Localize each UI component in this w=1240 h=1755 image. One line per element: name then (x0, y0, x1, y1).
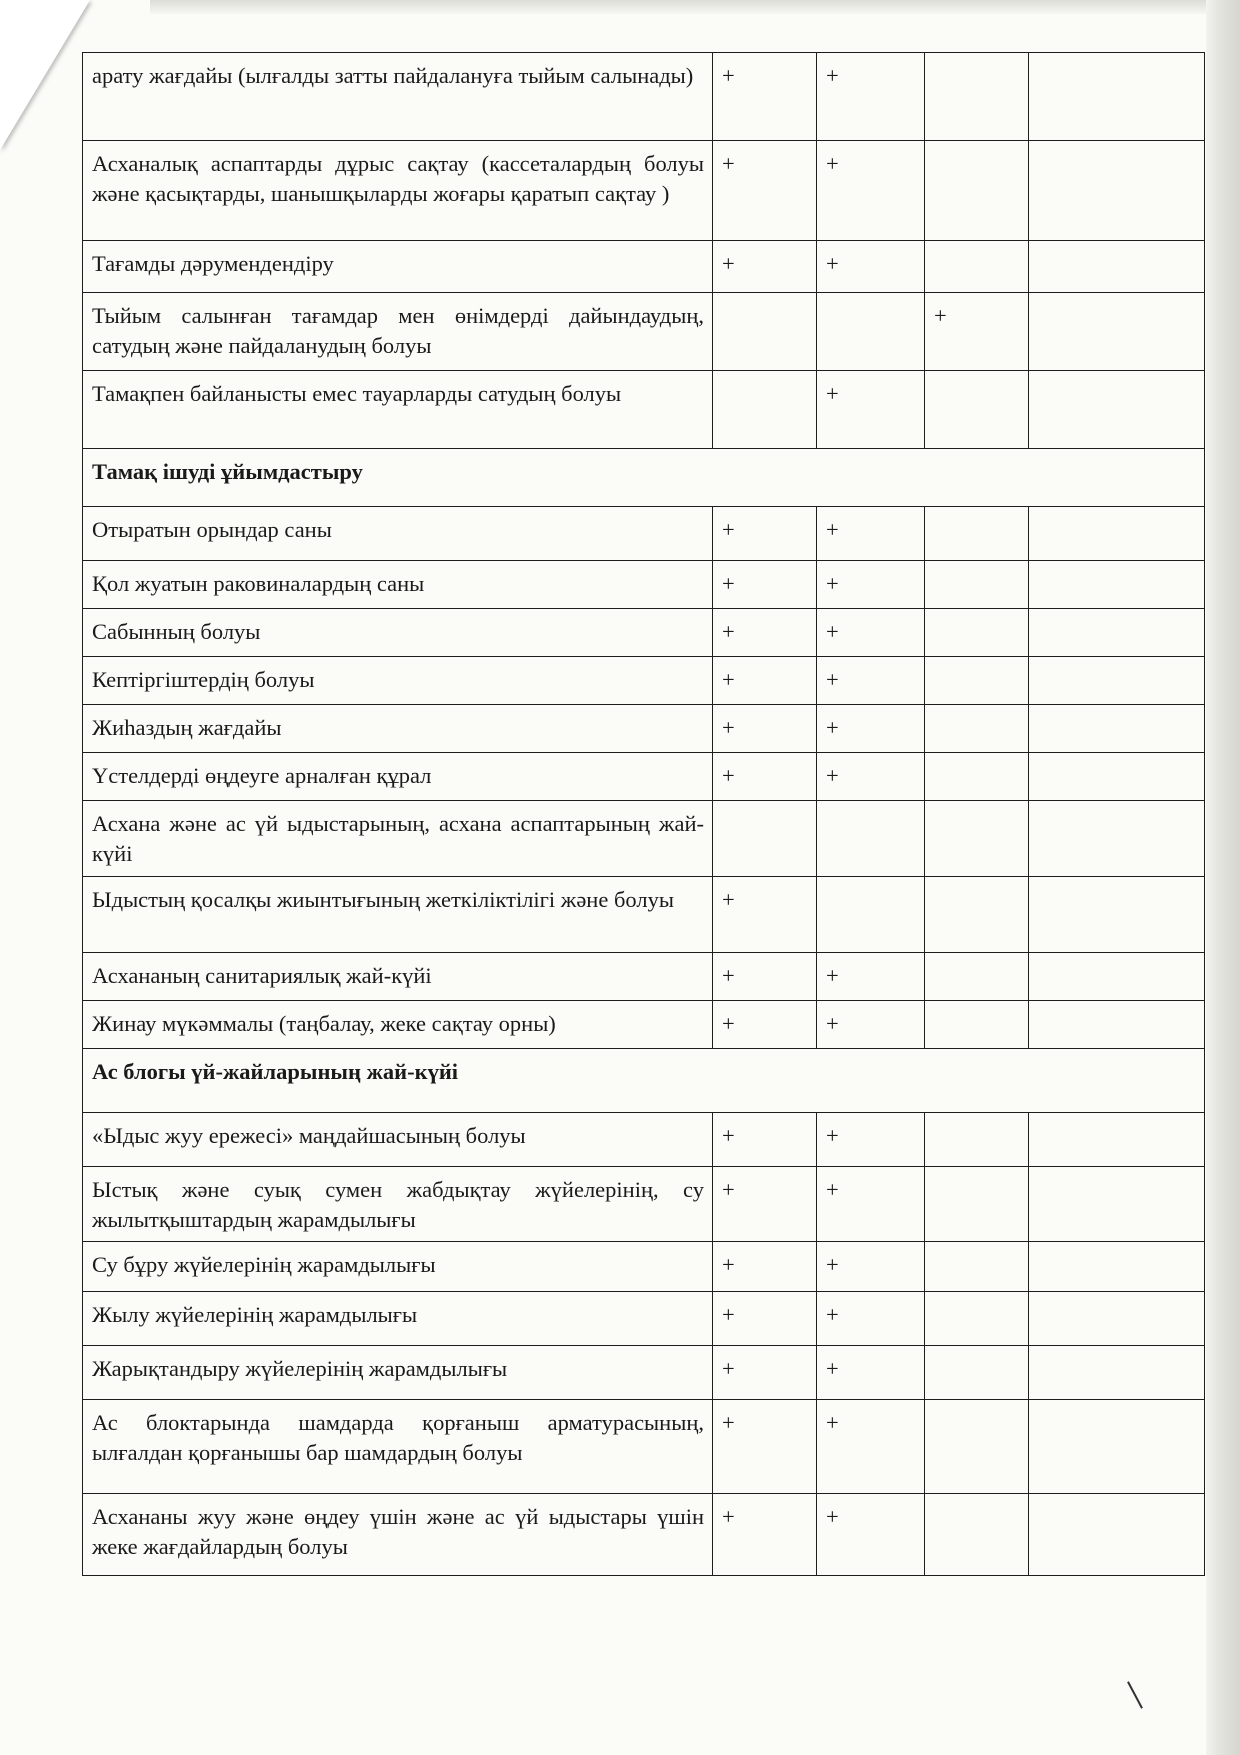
checklist-table (82, 52, 1205, 1576)
table-row (83, 609, 1205, 657)
plus-mark: + (826, 1356, 839, 1381)
row-label: Тамақпен байланысты емес тауарларды сатудың болуы (83, 371, 713, 449)
table-row (83, 241, 1205, 293)
table-row (83, 705, 1205, 753)
row-label: Су бұру жүйелерінің жарамдылығы (83, 1242, 713, 1292)
plus-mark: + (826, 517, 839, 542)
mark-cell-col1 (713, 53, 817, 141)
row-label: Асхана және ас үй ыдыстарының, асхана аспаптарының жай-күйі (83, 801, 713, 877)
mark-cell-col1 (713, 141, 817, 241)
mark-cell-col4 (1029, 705, 1205, 753)
page-top-edge (150, 0, 1210, 14)
mark-cell-col1 (713, 1494, 817, 1576)
plus-mark: + (722, 1177, 735, 1202)
plus-mark: + (722, 887, 735, 912)
plus-mark: + (826, 1177, 839, 1202)
plus-mark: + (722, 1302, 735, 1327)
mark-cell-col4 (1029, 1292, 1205, 1346)
plus-mark: + (826, 619, 839, 644)
mark-cell-col4 (1029, 1167, 1205, 1242)
row-label: Сабынның болуы (83, 609, 713, 657)
plus-mark: + (722, 151, 735, 176)
mark-cell-col1 (713, 371, 817, 449)
mark-cell-col4 (1029, 609, 1205, 657)
mark-cell-col1 (713, 507, 817, 561)
plus-mark: + (826, 667, 839, 692)
mark-cell-col4 (1029, 241, 1205, 293)
table-row (83, 953, 1205, 1001)
plus-mark: + (722, 1410, 735, 1435)
mark-cell-col1 (713, 561, 817, 609)
section-title: Тамақ ішуді ұйымдастыру (83, 449, 1205, 507)
row-label: Ас блоктарында шамдарда қорғаныш арматурасының, ылғалдан қорғанышы бар шамдардың болуы (83, 1400, 713, 1494)
mark-cell-col2 (817, 801, 925, 877)
mark-cell-col2 (817, 657, 925, 705)
table-row (83, 1346, 1205, 1400)
plus-mark: + (826, 1504, 839, 1529)
mark-cell-col1 (713, 1346, 817, 1400)
plus-mark: + (826, 1302, 839, 1327)
mark-cell-col2 (817, 507, 925, 561)
row-label: Ыстық және суық сумен жабдықтау жүйелерінің, су жылытқыштардың жарамдылығы (83, 1167, 713, 1242)
table-row (83, 53, 1205, 141)
mark-cell-col4 (1029, 1400, 1205, 1494)
mark-cell-col3 (925, 1167, 1029, 1242)
mark-cell-col3 (925, 1494, 1029, 1576)
mark-cell-col2 (817, 141, 925, 241)
mark-cell-col4 (1029, 801, 1205, 877)
plus-mark: + (826, 1011, 839, 1036)
table-row (83, 1167, 1205, 1242)
mark-cell-col1 (713, 877, 817, 953)
table-row (83, 1292, 1205, 1346)
table-row (83, 293, 1205, 371)
mark-cell-col2 (817, 877, 925, 953)
mark-cell-col3 (925, 1113, 1029, 1167)
plus-mark: + (826, 381, 839, 406)
mark-cell-col3 (925, 561, 1029, 609)
row-label: «Ыдыс жуу ережесі» маңдайшасының болуы (83, 1113, 713, 1167)
mark-cell-col2 (817, 1346, 925, 1400)
folded-page-corner (0, 0, 90, 150)
mark-cell-col2 (817, 1242, 925, 1292)
mark-cell-col4 (1029, 657, 1205, 705)
row-label: арату жағдайы (ылғалды затты пайдалануға тыйым салынады) (83, 53, 713, 141)
row-label: Тағамды дәрумендендіру (83, 241, 713, 293)
mark-cell-col3 (925, 1242, 1029, 1292)
mark-cell-col3 (925, 1346, 1029, 1400)
table-row (83, 877, 1205, 953)
section-row (83, 1049, 1205, 1113)
plus-mark: + (826, 571, 839, 596)
mark-cell-col3 (925, 877, 1029, 953)
row-label: Жарықтандыру жүйелерінің жарамдылығы (83, 1346, 713, 1400)
plus-mark: + (722, 963, 735, 988)
mark-cell-col3 (925, 293, 1029, 371)
plus-mark: + (826, 763, 839, 788)
table-row (83, 1400, 1205, 1494)
plus-mark: + (826, 963, 839, 988)
plus-mark: + (722, 763, 735, 788)
plus-mark: + (826, 1252, 839, 1277)
table-row (83, 801, 1205, 877)
mark-cell-col3 (925, 657, 1029, 705)
plus-mark: + (722, 715, 735, 740)
plus-mark: + (722, 667, 735, 692)
plus-mark: + (722, 517, 735, 542)
mark-cell-col4 (1029, 371, 1205, 449)
mark-cell-col3 (925, 1400, 1029, 1494)
row-label: Үстелдерді өңдеуге арналған құрал (83, 753, 713, 801)
table-row (83, 371, 1205, 449)
mark-cell-col2 (817, 705, 925, 753)
mark-cell-col2 (817, 53, 925, 141)
plus-mark: + (826, 1123, 839, 1148)
mark-cell-col3 (925, 141, 1029, 241)
mark-cell-col4 (1029, 1001, 1205, 1049)
table-row (83, 1242, 1205, 1292)
mark-cell-col4 (1029, 1242, 1205, 1292)
table-row (83, 753, 1205, 801)
row-label: Кептіргіштердің болуы (83, 657, 713, 705)
checklist-body (83, 53, 1205, 1576)
plus-mark: + (722, 1356, 735, 1381)
mark-cell-col4 (1029, 877, 1205, 953)
mark-cell-col3 (925, 801, 1029, 877)
mark-cell-col3 (925, 371, 1029, 449)
mark-cell-col2 (817, 753, 925, 801)
mark-cell-col1 (713, 293, 817, 371)
plus-mark: + (722, 619, 735, 644)
mark-cell-col1 (713, 1292, 817, 1346)
mark-cell-col1 (713, 609, 817, 657)
mark-cell-col2 (817, 241, 925, 293)
mark-cell-col3 (925, 609, 1029, 657)
plus-mark: + (826, 715, 839, 740)
plus-mark: + (722, 63, 735, 88)
mark-cell-col3 (925, 1001, 1029, 1049)
mark-cell-col2 (817, 371, 925, 449)
mark-cell-col2 (817, 609, 925, 657)
mark-cell-col1 (713, 1400, 817, 1494)
table-row (83, 1494, 1205, 1576)
mark-cell-col4 (1029, 141, 1205, 241)
mark-cell-col3 (925, 53, 1029, 141)
plus-mark: + (722, 1504, 735, 1529)
mark-cell-col3 (925, 953, 1029, 1001)
plus-mark: + (722, 1252, 735, 1277)
mark-cell-col1 (713, 953, 817, 1001)
section-row (83, 449, 1205, 507)
section-title: Ас блогы үй-жайларының жай-күйі (83, 1049, 1205, 1113)
mark-cell-col4 (1029, 293, 1205, 371)
row-label: Жиһаздың жағдайы (83, 705, 713, 753)
table-row (83, 507, 1205, 561)
plus-mark: + (826, 1410, 839, 1435)
page-right-edge (1206, 0, 1240, 1755)
mark-cell-col3 (925, 507, 1029, 561)
mark-cell-col2 (817, 1001, 925, 1049)
mark-cell-col1 (713, 1167, 817, 1242)
mark-cell-col3 (925, 705, 1029, 753)
mark-cell-col2 (817, 561, 925, 609)
mark-cell-col4 (1029, 953, 1205, 1001)
mark-cell-col4 (1029, 507, 1205, 561)
row-label: Асханалық аспаптарды дұрыс сақтау (кассеталардың болуы және қасықтарды, шанышқыларды жоғары қаратып сақтау ) (83, 141, 713, 241)
mark-cell-col2 (817, 293, 925, 371)
plus-mark: + (722, 571, 735, 596)
mark-cell-col4 (1029, 561, 1205, 609)
mark-cell-col4 (1029, 1494, 1205, 1576)
mark-cell-col2 (817, 1494, 925, 1576)
plus-mark: + (722, 1123, 735, 1148)
plus-mark: + (826, 63, 839, 88)
mark-cell-col3 (925, 753, 1029, 801)
plus-mark: + (934, 303, 947, 328)
table-row (83, 141, 1205, 241)
mark-cell-col1 (713, 705, 817, 753)
mark-cell-col1 (713, 241, 817, 293)
row-label: Асхананы жуу және өңдеу үшін және ас үй ыдыстары үшін жеке жағдайлардың болуы (83, 1494, 713, 1576)
mark-cell-col2 (817, 1400, 925, 1494)
mark-cell-col1 (713, 1113, 817, 1167)
plus-mark: + (826, 251, 839, 276)
mark-cell-col2 (817, 953, 925, 1001)
row-label: Отыратын орындар саны (83, 507, 713, 561)
mark-cell-col1 (713, 1001, 817, 1049)
mark-cell-col3 (925, 241, 1029, 293)
row-label: Жылу жүйелерінің жарамдылығы (83, 1292, 713, 1346)
pen-mark (1127, 1681, 1143, 1708)
table-row (83, 1001, 1205, 1049)
row-label: Тыйым салынған тағамдар мен өнімдерді дайындаудың, сатудың және пайдаланудың болуы (83, 293, 713, 371)
mark-cell-col4 (1029, 1346, 1205, 1400)
mark-cell-col3 (925, 1292, 1029, 1346)
row-label: Асхананың санитариялық жай-күйі (83, 953, 713, 1001)
plus-mark: + (722, 251, 735, 276)
mark-cell-col4 (1029, 53, 1205, 141)
mark-cell-col1 (713, 753, 817, 801)
table-row (83, 561, 1205, 609)
mark-cell-col4 (1029, 1113, 1205, 1167)
mark-cell-col1 (713, 657, 817, 705)
mark-cell-col1 (713, 801, 817, 877)
mark-cell-col1 (713, 1242, 817, 1292)
plus-mark: + (826, 151, 839, 176)
row-label: Қол жуатын раковиналардың саны (83, 561, 713, 609)
mark-cell-col2 (817, 1113, 925, 1167)
row-label: Жинау мүкәммалы (таңбалау, жеке сақтау орны) (83, 1001, 713, 1049)
table-row (83, 657, 1205, 705)
plus-mark: + (722, 1011, 735, 1036)
row-label: Ыдыстың қосалқы жиынтығының жеткіліктілігі және болуы (83, 877, 713, 953)
table-row (83, 1113, 1205, 1167)
mark-cell-col4 (1029, 753, 1205, 801)
mark-cell-col2 (817, 1292, 925, 1346)
mark-cell-col2 (817, 1167, 925, 1242)
